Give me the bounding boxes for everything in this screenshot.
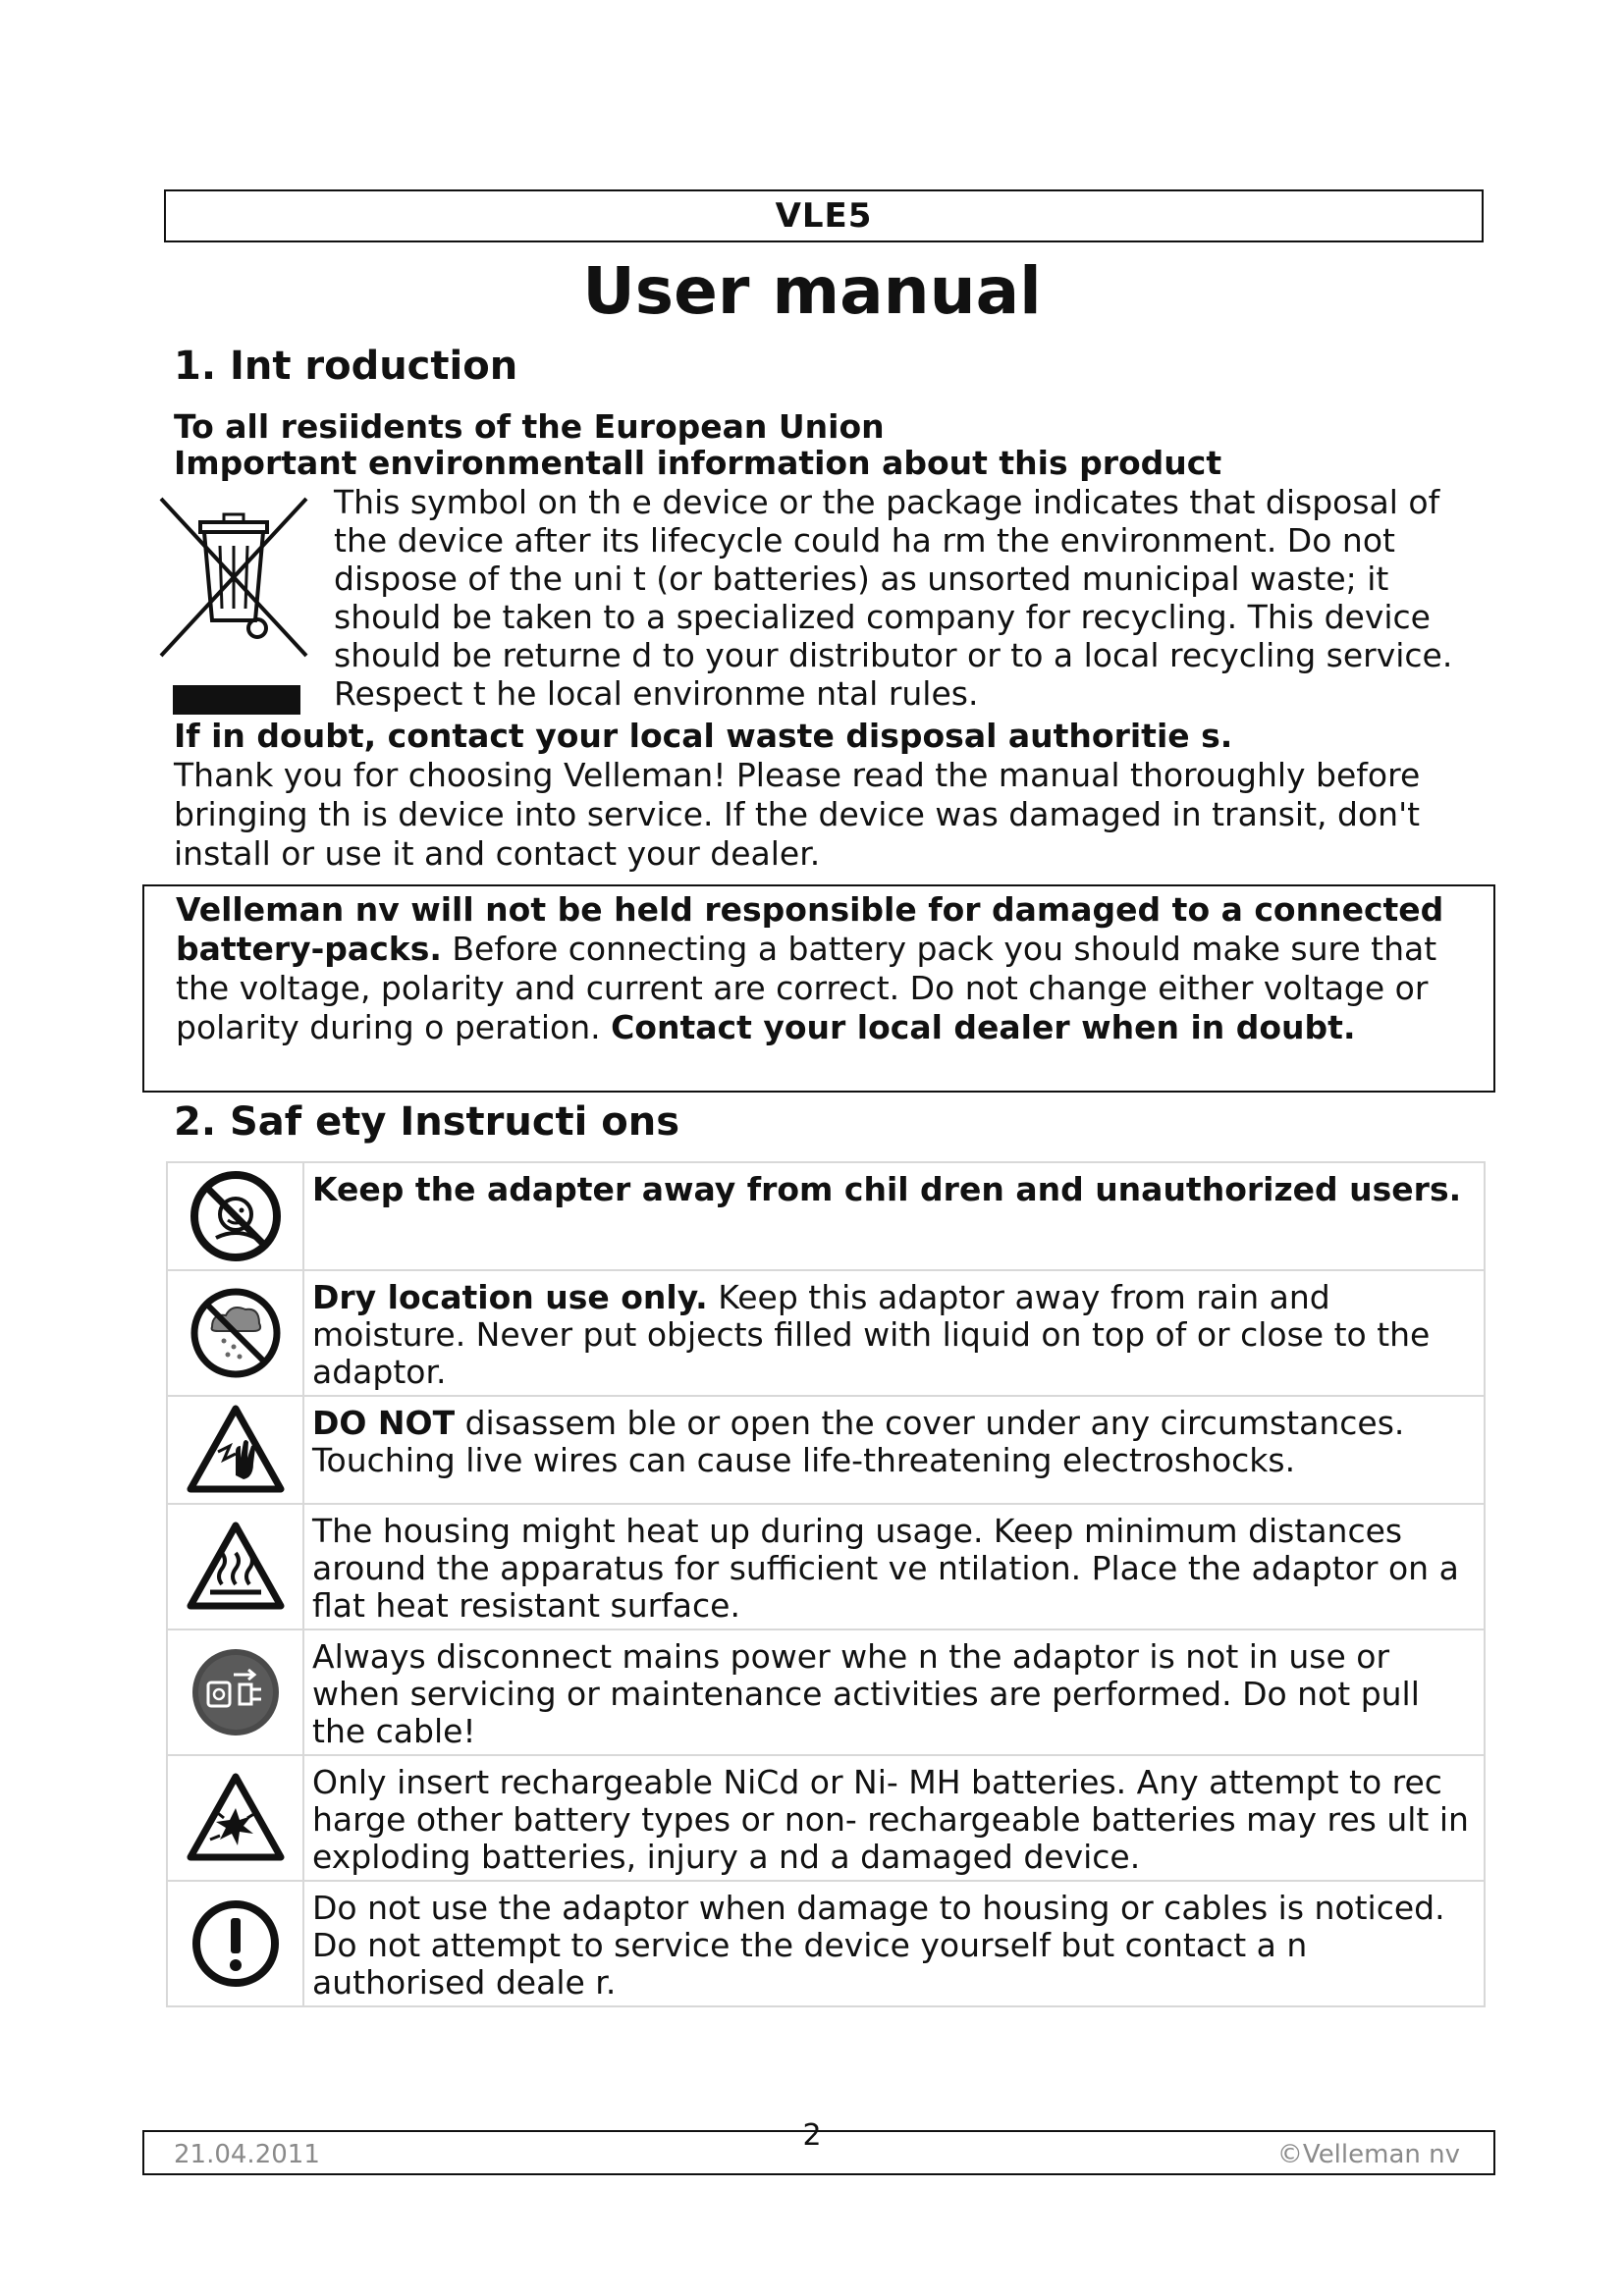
thank-you-paragraph: Thank you for choosing Velleman! Please read the manual thoroughly before bringing th is device into service. If the device was damaged in transit, don't install or use it and contact your dealer. [174,756,1421,873]
footer [142,2130,1495,2175]
model-number: VLE5 [775,196,873,236]
crossed-out-bin-icon [159,491,316,719]
eu-residents-line: To all resiidents of the European Union [174,407,885,446]
liability-bold-text: Velleman nv will not be held responsible for damaged to a connected battery-packs. [176,890,1444,968]
liability-warning-box [142,884,1495,1093]
doubt-contact-line: If in doubt, contact your local waste disposal authoritie s. [174,717,1233,755]
safety-bold-1: Dry location use only. [312,1278,708,1316]
footer-date: 21.04.2011 [174,2140,320,2169]
page-title: User manual [582,253,1042,329]
table-row [167,1755,1485,1881]
disconnect-plug-icon [167,1629,303,1755]
section-heading-introduction: 1. Int roduction [174,344,518,389]
page-number: 2 [802,2118,822,2153]
electric-shock-warning-icon [167,1396,303,1504]
explosion-warning-icon [167,1755,303,1881]
table-row [167,1162,1485,1270]
hot-surface-warning-icon [167,1504,303,1629]
contact-dealer-text: Contact your local dealer when in doubt. [611,1008,1356,1046]
safety-text-1: Keep this adaptor away from rain and moisture. Never put objects filled with liquid on top of or close to the adaptor. [312,1278,1431,1391]
safety-text-3: The housing might heat up during usage. Keep minimum distances around the apparatus for sufficient ve ntilation. Place the adaptor on a flat heat resistant surface. [312,1512,1459,1625]
footer-copyright: ©Velleman nv [1276,2140,1460,2169]
section-heading-safety: 2. Saf ety Instructi ons [174,1099,680,1145]
general-warning-icon [167,1881,303,2006]
safety-bold-0: Keep the adapter away from chil dren and unauthorized users. [312,1170,1462,1208]
weee-disposal-text: This symbol on th e device or the package indicates that disposal of the device after its lifecycle could ha rm the environment. Do not dispose of the uni t (or batteries) as unsorted municipal waste; it should be taken to a specialized company for recycling. This device should be returne d to your distributor or to a local recycling service. Respect t he local environme ntal rules. [334,483,1453,713]
model-number-box [164,189,1484,242]
liability-body-text: Before connecting a battery pack you should make sure that the voltage, polarity and current are correct. Do not change either voltage or polarity during o peration. [176,930,1437,1046]
safety-text-5: Only insert rechargeable NiCd or Ni- MH batteries. Any attempt to rec harge other battery types or non- rechargeable batteries may res ult in exploding batteries, injury a nd a damaged device. [312,1763,1469,1876]
table-row [167,1270,1485,1396]
table-row [167,1881,1485,2006]
safety-instructions-table [166,1161,1486,2007]
safety-text-4: Always disconnect mains power whe n the adaptor is not in use or when servicing or maintenance activities are performed. Do not pull the cable! [312,1637,1420,1750]
safety-bold-2: DO NOT [312,1404,456,1442]
table-row [167,1629,1485,1755]
no-children-icon [167,1162,303,1270]
no-rain-icon [167,1270,303,1396]
table-row [167,1504,1485,1629]
environmental-info-line: Important environmentall information about this product [174,444,1222,482]
safety-text-6: Do not use the adaptor when damage to housing or cables is noticed. Do not attempt to service the device yourself but contact a n authorised deale r. [312,1889,1445,2002]
table-row [167,1396,1485,1504]
safety-text-2: disassem ble or open the cover under any circumstances. Touching live wires can cause life-threatening electroshocks. [312,1404,1405,1479]
